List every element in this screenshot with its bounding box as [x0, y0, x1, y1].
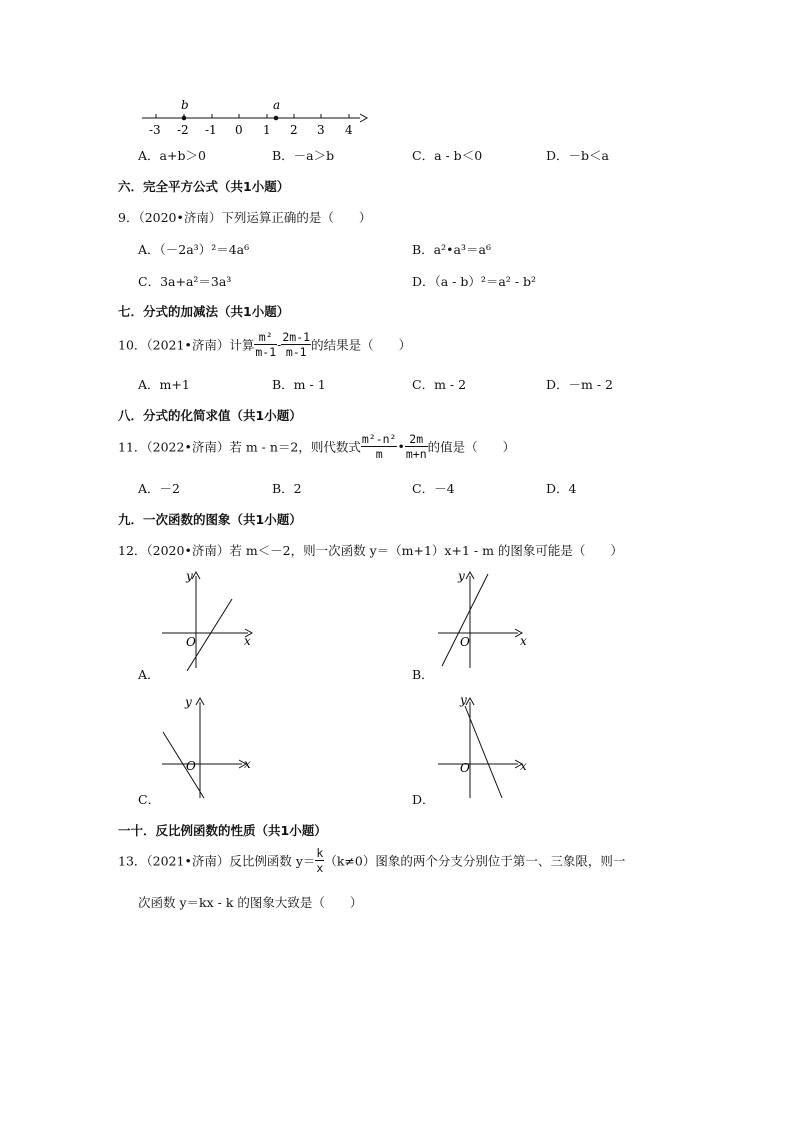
section-title-8: 八．分式的化简求值（共1小题） [118, 408, 302, 423]
q13-stem [118, 846, 625, 875]
q11-option-a: A．－2 [138, 481, 180, 496]
fraction-denominator: m [375, 447, 383, 461]
point-b-label: b [181, 98, 189, 112]
q12-label-c: C． [138, 792, 161, 807]
section-title-9: 九．一次函数的图象（共1小题） [118, 512, 302, 527]
tick-label: 0 [235, 123, 243, 137]
axis-x-label: x [520, 759, 527, 773]
fraction-numerator: m² [254, 330, 277, 345]
axis-y-label: y [186, 569, 193, 583]
q11-stem [118, 432, 515, 461]
tick-label: 4 [345, 123, 353, 137]
q13-prefix: 13．（2021•济南）反比例函数 y＝ [118, 853, 316, 869]
graph-b [436, 566, 536, 671]
q13-fraction [315, 846, 324, 875]
origin-label: O [460, 761, 470, 775]
q8-option-a: A．a+b＞0 [138, 148, 206, 163]
origin-label: O [186, 759, 196, 773]
q13-suffix: （k≠0）图象的两个分支分别位于第一、三象限，则一 [324, 853, 626, 869]
axis-y-label: y [185, 695, 192, 709]
fraction-denominator: m+n [405, 447, 427, 461]
fraction-denominator: m-1 [255, 345, 277, 359]
q10-option-a: A．m+1 [138, 377, 190, 392]
tick-label: 3 [317, 123, 325, 137]
q10-fraction-2 [281, 330, 311, 359]
q11-option-b: B．2 [272, 481, 302, 496]
q11-fraction-1 [361, 432, 398, 461]
fraction-numerator: 2m [405, 432, 428, 447]
origin-label: O [186, 635, 196, 649]
origin-label: O [460, 635, 470, 649]
point-a-dot [274, 116, 279, 121]
tick-label: 1 [263, 123, 271, 137]
fraction-denominator: m-1 [285, 345, 307, 359]
tick-label: 2 [290, 123, 298, 137]
function-line [465, 706, 502, 798]
q8-option-d: D．－b＜a [546, 148, 609, 163]
section-title-6: 六．完全平方公式（共1小题） [118, 179, 290, 194]
q10-option-c: C．m - 2 [412, 377, 467, 392]
fraction-numerator: k [316, 846, 324, 860]
dot-sign: • [397, 439, 405, 454]
section-title-7: 七．分式的加减法（共1小题） [118, 304, 290, 319]
q10-stem [118, 330, 411, 359]
point-a-label: a [273, 98, 281, 112]
tick-label: -1 [205, 123, 217, 137]
q10-suffix: 的结果是（ ） [311, 337, 412, 353]
q8-option-b: B．－a＞b [272, 148, 335, 163]
q10-fraction-1 [254, 330, 277, 359]
q12-label-a: A． [138, 667, 160, 682]
minus-sign: - [277, 337, 282, 352]
fraction-numerator: m²-n² [361, 432, 397, 446]
q12-stem: 12．（2020•济南）若 m＜－2，则一次函数 y＝（m+1）x+1 - m 的图象可能是（ ） [118, 543, 623, 558]
q9-option-d: D．（a - b）²＝a² - b² [412, 274, 537, 289]
tick-label: -2 [177, 123, 189, 137]
q11-option-c: C．－4 [412, 481, 455, 496]
fraction-numerator: 2m-1 [282, 330, 311, 344]
q8-option-c: C．a - b＜0 [412, 148, 483, 163]
function-line [163, 732, 204, 798]
tick-label: -3 [149, 123, 161, 137]
axis-x-label: x [520, 634, 527, 648]
section-title-10: 一十．反比例函数的性质（共1小题） [118, 823, 327, 838]
q11-fraction-2 [405, 432, 428, 461]
axis-y-label: y [458, 569, 465, 583]
q10-option-d: D．－m - 2 [546, 377, 613, 392]
fraction-denominator: x [316, 861, 324, 875]
axis-x-label: x [244, 757, 251, 771]
q12-label-b: B． [412, 667, 434, 682]
q10-option-b: B．m - 1 [272, 377, 326, 392]
function-line [442, 574, 488, 666]
q9-option-a: A．（－2a³）²＝4a⁶ [138, 242, 250, 257]
number-line [138, 96, 373, 141]
graph-c [160, 692, 260, 800]
q11-prefix: 11．（2022•济南）若 m - n＝2，则代数式 [118, 439, 361, 455]
q9-option-b: B．a²•a³＝a⁶ [412, 242, 491, 257]
axis-x-label: x [244, 634, 251, 648]
axis-y-label: y [460, 693, 467, 707]
q12-label-d: D． [412, 792, 435, 807]
q9-option-c: C．3a+a²＝3a³ [138, 274, 232, 289]
q9-stem: 9．（2020•济南）下列运算正确的是（ ） [118, 210, 372, 225]
graph-a [160, 566, 260, 671]
graph-d [436, 692, 536, 800]
q10-prefix: 10．（2021•济南）计算 [118, 337, 255, 353]
q13-stem-line2: 次函数 y＝kx - k 的图象大致是（ ） [138, 895, 363, 910]
q11-suffix: 的值是（ ） [427, 439, 516, 455]
q11-option-d: D．4 [546, 481, 577, 496]
point-b-dot [182, 116, 187, 121]
